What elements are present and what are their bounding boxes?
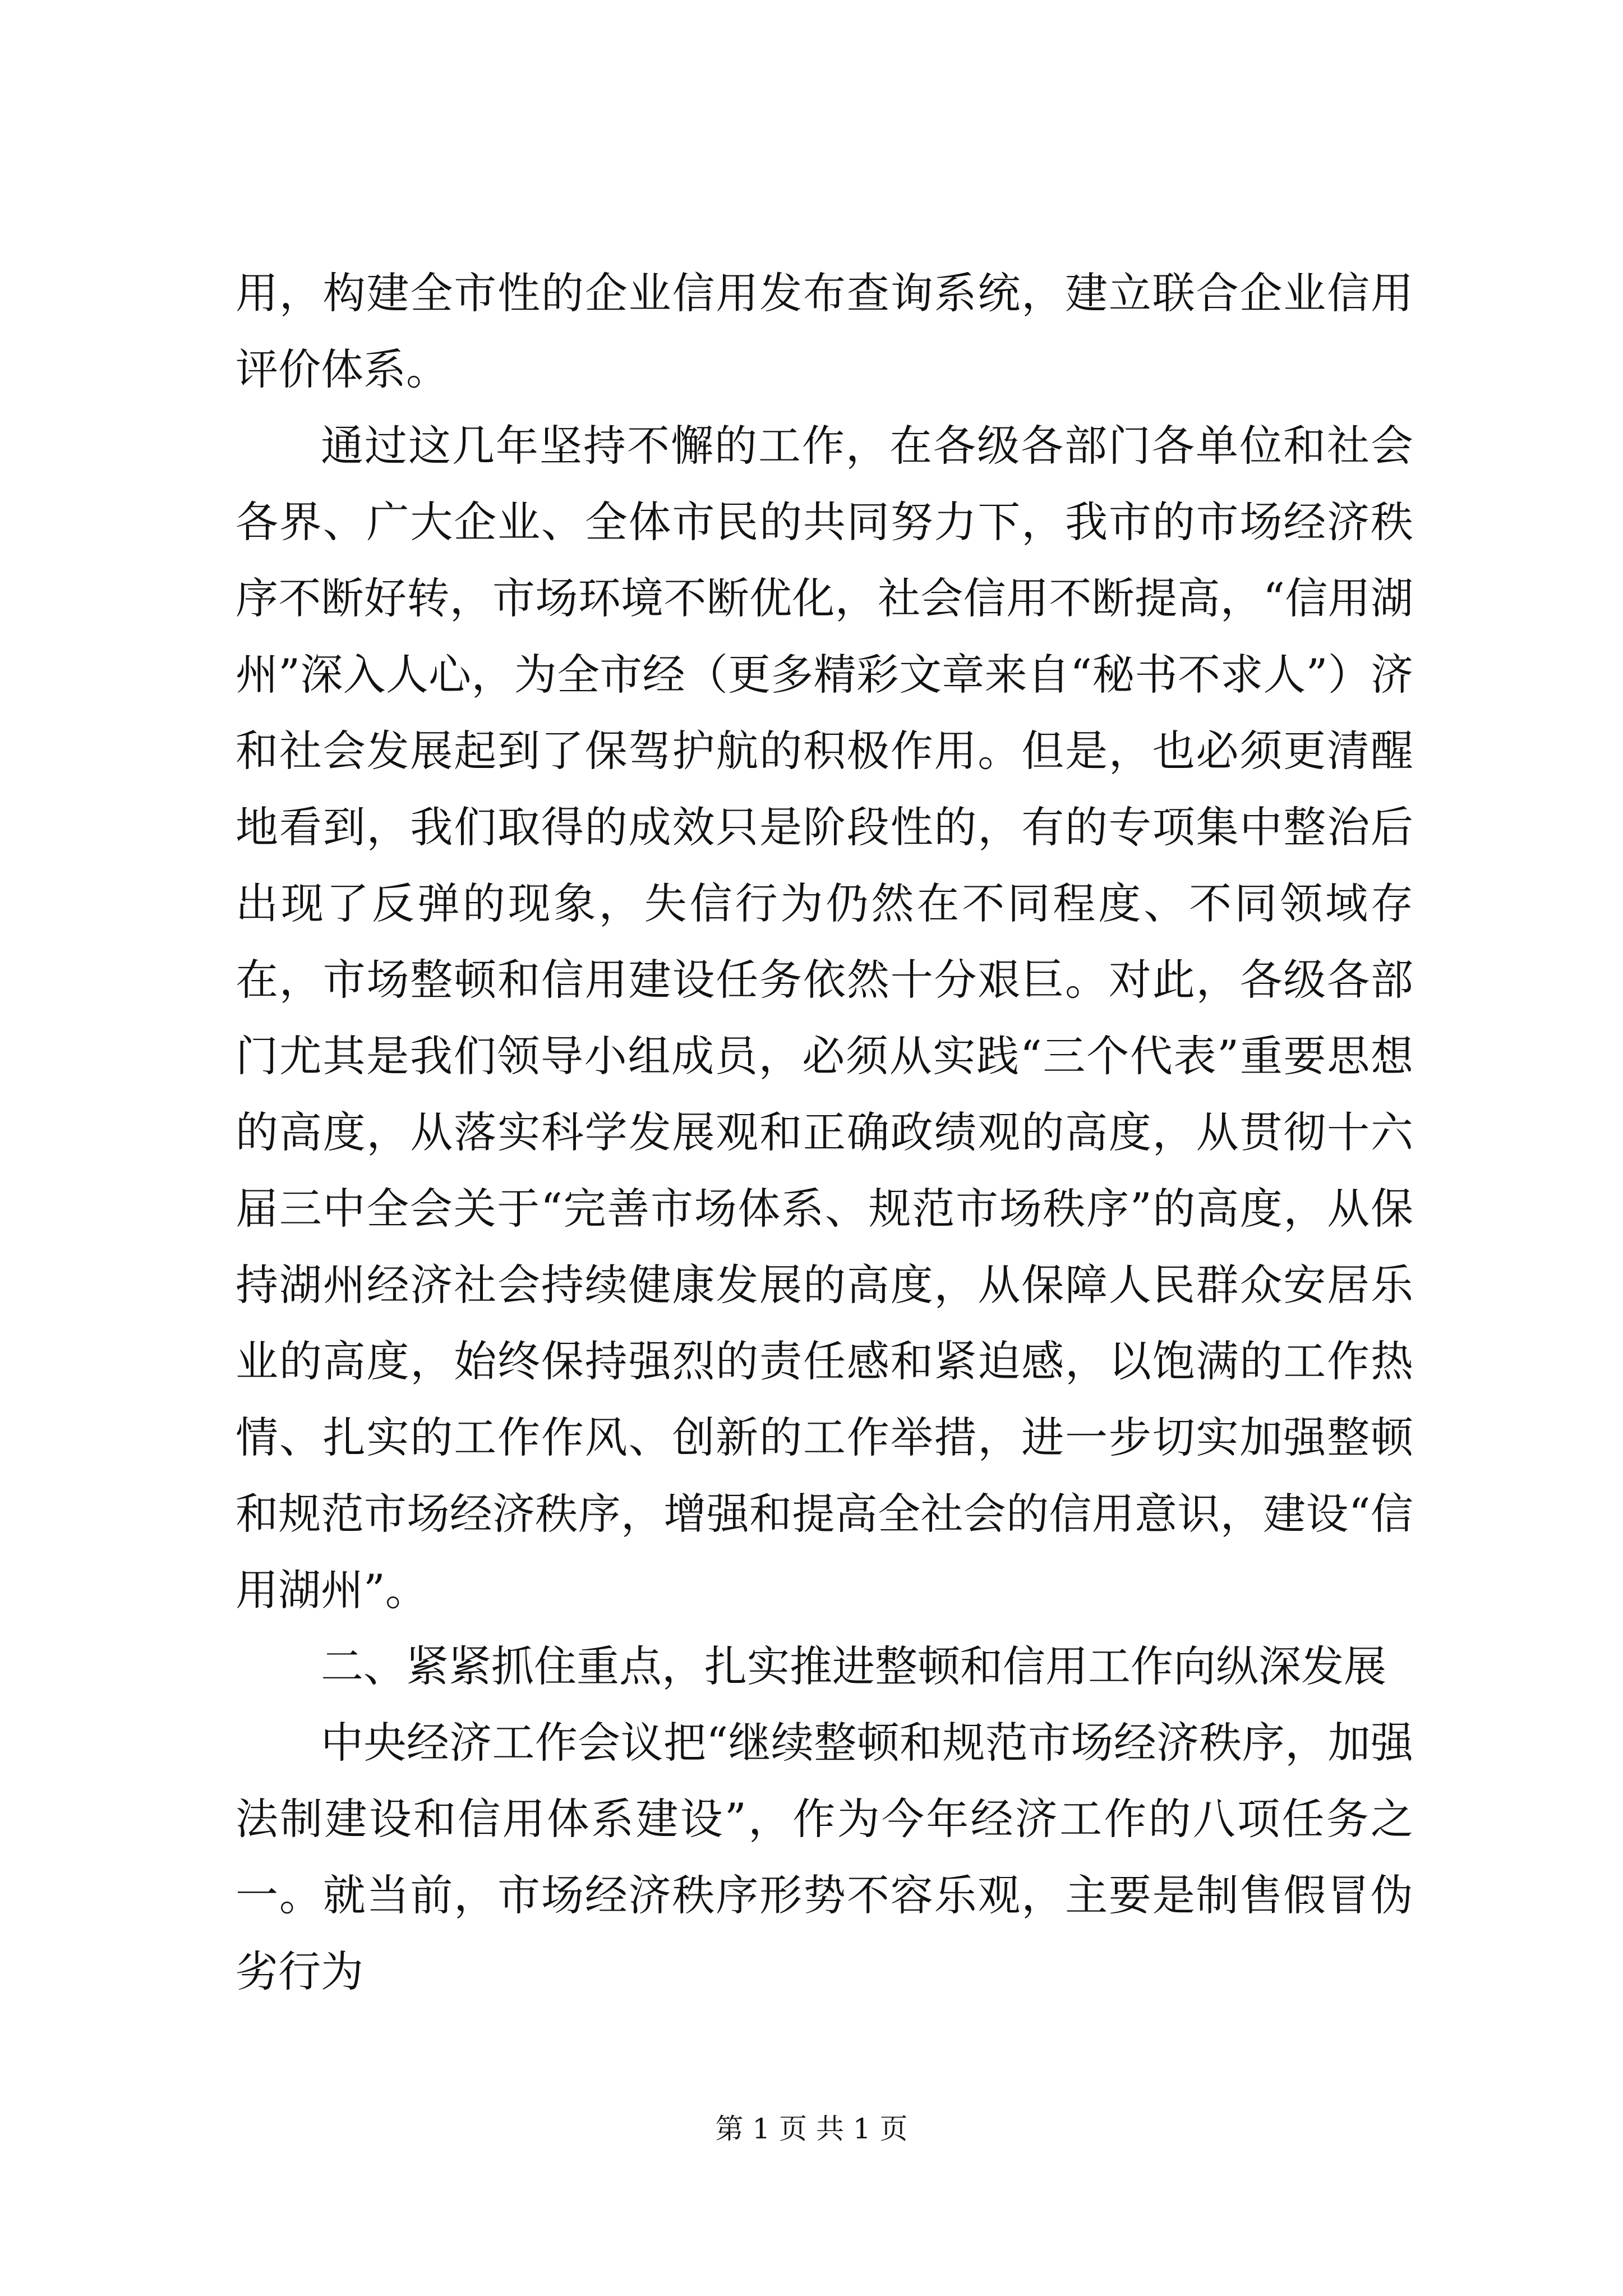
paragraph-main: 通过这几年坚持不懈的工作，在各级各部门各单位和社会各界、广大企业、全体市民的共同努力下，我市的市场经济秩序不断好转，市场环境不断优化，社会信用不断提高，“信用湖州”深入人心，为全市经（更多精彩文章来自“秘书不求人”）济和社会发展起到了保驾护航的积极作用。但是，也必须更清醒地看到，我们取得的成效只是阶段性的，有的专项集中整治后出现了反弹的现象，失信行为仍然在不同程度、不同领域存在，市场整顿和信用建设任务依然十分艰巨。对此，各级各部门尤其是我们领导小组成员，必须从实践“三个代表”重要思想的高度，从落实科学发展观和正确政绩观的高度，从贯彻十六届三中全会关于“完善市场体系、规范市场秩序”的高度，从保持湖州经济社会持续健康发展的高度，从保障人民群众安居乐业的高度，始终保持强烈的责任感和紧迫感，以饱满的工作热情、扎实的工作作风、创新的工作举措，进一步切实加强整顿和规范市场经济秩序，增强和提高全社会的信用意识，建设“信用湖州”。: [236, 421, 1413, 1615]
document-body: [236, 255, 1413, 2010]
paragraph-section-body: 中央经济工作会议把“继续整顿和规范市场经济秩序，加强法制建设和信用体系建设”，作为今年经济工作的八项任务之一。就当前，市场经济秩序形势不容乐观，主要是制售假冒伪劣行为: [236, 1718, 1413, 1996]
paragraph-continuation: 用，构建全市性的企业信用发布查询系统，建立联合企业信用评价体系。: [236, 268, 1413, 394]
page-number-footer: 第 1 页 共 1 页: [715, 2113, 908, 2145]
section-heading: 二、紧紧抓住重点，扎实推进整顿和信用工作向纵深发展: [321, 1641, 1386, 1691]
